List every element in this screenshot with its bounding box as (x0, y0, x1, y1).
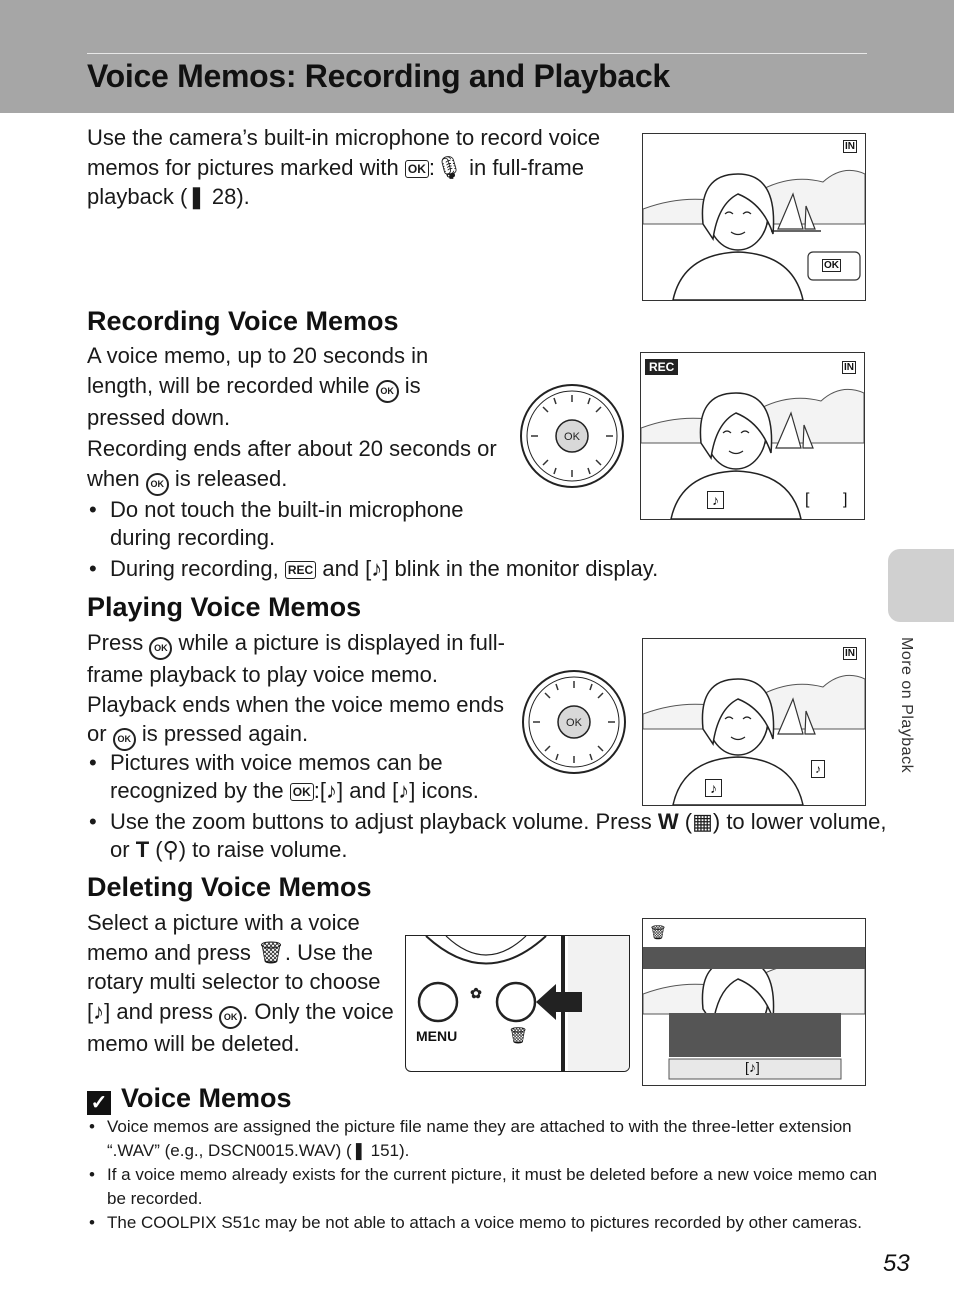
playing-b1-a: Pictures with voice memos can be recognized by the (110, 750, 443, 803)
screen-delete (642, 918, 866, 1086)
ok-button-icon: OK (219, 1006, 242, 1029)
playing-p1-c: is pressed again. (141, 721, 309, 746)
reference-icon: ❚ (187, 184, 206, 209)
intro-text-a: Use the camera’s built-in microphone to record voice memos for pictures marked with (87, 125, 601, 180)
multi-selector-dial-1 (519, 383, 625, 489)
recording-bullet-2: • During recording, REC and [♪] blink in the monitor display. (87, 555, 750, 583)
w-zoom-icon: W (657, 809, 679, 834)
recording-b2-a: During recording, (110, 556, 279, 581)
voice-memo-icon: ♪ (705, 779, 722, 797)
recording-b2-b: and (322, 556, 360, 581)
note-item-3: • The COOLPIX S51c may be not able to attach a voice memo to pictures recorded by other cameras. (87, 1211, 897, 1235)
delete-option-voice[interactable]: [♪] (745, 1059, 760, 1075)
deleting-p1-b: . Use the rotary multi selector to choose [ (87, 939, 381, 1024)
recording-paragraph-1 (87, 341, 457, 432)
t-zoom-icon: T (135, 837, 150, 862)
screen-playing (642, 638, 866, 806)
note-heading (87, 1083, 292, 1115)
bracket-left: [ (805, 491, 810, 508)
playing-b2-c: to raise volume. (192, 837, 348, 862)
header-rule (87, 53, 867, 54)
playing-p1-b: while a picture is displayed in full-frame playback to play voice memo. Playback ends when the voice memo ends or (87, 630, 505, 746)
screen-recording (640, 352, 865, 520)
note-icon: ♪ (398, 778, 410, 803)
camera-buttons-illustration (405, 935, 630, 1072)
note-icon: ♪ (748, 1059, 756, 1075)
recording-p2-b: is released. (174, 465, 288, 491)
intro-paragraph: Use the camera’s built-in microphone to record voice memos for pictures marked with OK :🎙 in full-frame playback (❚ 28). (87, 125, 601, 209)
playing-p1-a: Press (87, 630, 144, 655)
side-tab (888, 549, 954, 622)
ok-button-icon: OK (113, 728, 136, 751)
check-icon: ✓ (87, 1091, 111, 1115)
thumbnail-icon: ▦ (692, 809, 713, 834)
note-icon: ♪ (93, 998, 105, 1024)
rec-indicator: REC (645, 359, 678, 375)
deleting-heading: Deleting Voice Memos (87, 872, 372, 902)
recording-p1-b: is pressed down. (87, 372, 421, 430)
deleting-p1-a: Select a picture with a voice memo and press (87, 910, 360, 965)
ok-mic-icon: OK (824, 260, 839, 271)
deleting-p1-d: . Only the voice memo will be deleted. (87, 998, 394, 1056)
note-icon: ♪ (371, 556, 383, 581)
playing-bullet-1: • Pictures with voice memos can be recognized by the OK :[♪] and [♪] icons. (87, 749, 530, 805)
reference-icon: ❚ (351, 1141, 366, 1160)
playing-paragraph (87, 628, 507, 751)
screen-playback-mic (642, 133, 866, 301)
magnify-icon: ⚲ (162, 837, 179, 862)
page-number: 53 (883, 1250, 910, 1277)
ok-note-icon: ♪ (811, 760, 825, 778)
ok-button-icon: OK (149, 637, 172, 660)
note-item-1-text: Voice memos are assigned the picture file name they are attached to with the three-letter extension “.WAV” (e.g., DSCN0015.WAV) ( (107, 1117, 852, 1160)
note-item-1 (87, 1115, 897, 1163)
deleting-paragraph (87, 908, 397, 1058)
note-item-2: • If a voice memo already exists for the current picture, it must be deleted before a new voice memo can be recorded. (87, 1163, 897, 1211)
recording-b2-c: blink in the monitor display. (394, 556, 659, 581)
mic-icon: 🎙 (435, 154, 463, 180)
menu-button-label: MENU (416, 1028, 458, 1044)
ok-button-icon: OK (376, 380, 399, 403)
playing-b2-a: Use the zoom buttons to adjust playback volume. Press (110, 809, 652, 834)
recording-p2-a: Recording ends after about 20 seconds or when (87, 436, 497, 491)
trash-icon: 🗑 (256, 939, 285, 965)
note-icon: ♪ (326, 778, 338, 803)
note-item-1-ref: 151). (370, 1141, 410, 1160)
ok-icon: OK (290, 783, 314, 801)
delete-mode-icon: 🗑 (649, 924, 667, 940)
ok-icon: OK (405, 160, 429, 178)
header-band (0, 0, 954, 113)
recording-paragraph-2 (87, 434, 507, 496)
voice-memo-icon: ♪ (707, 491, 724, 509)
recording-heading: Recording Voice Memos (87, 306, 399, 336)
note-heading-text: Voice Memos (121, 1083, 292, 1113)
playing-b1-c: icons. (421, 778, 479, 803)
playing-b2-b: to lower volume, or (110, 809, 887, 862)
memory-icon: IN (844, 362, 854, 373)
intro-text-b: in full-frame playback ( (87, 154, 584, 209)
multi-selector-dial-2 (521, 669, 627, 775)
memory-icon: IN (845, 141, 855, 152)
playing-bullet-2: • Use the zoom buttons to adjust playback volume. Press W (▦) to lower volume, or T (⚲) to raise volume. (87, 808, 890, 864)
intro-ref: 28). (211, 184, 250, 209)
svg-text:✿: ✿ (470, 985, 482, 1001)
dial-2-ok-label: OK (566, 717, 582, 729)
side-tab-label: More on Playback (898, 637, 915, 774)
bracket-right: ] (843, 491, 848, 508)
dial-1-ok-label: OK (564, 431, 580, 443)
playing-heading: Playing Voice Memos (87, 592, 362, 622)
playing-b1-b: and (349, 778, 386, 803)
trash-button-icon: 🗑 (508, 1028, 529, 1045)
deleting-p1-c: ] and press (104, 998, 213, 1024)
ok-button-icon: OK (146, 473, 169, 496)
memory-icon: IN (845, 648, 855, 659)
recording-p1-a: A voice memo, up to 20 seconds in length, will be recorded while (87, 343, 429, 398)
rec-icon: REC (285, 561, 316, 579)
page-title: Voice Memos: Recording and Playback (87, 58, 670, 94)
recording-bullet-1: • Do not touch the built-in microphone during recording. (87, 496, 520, 552)
